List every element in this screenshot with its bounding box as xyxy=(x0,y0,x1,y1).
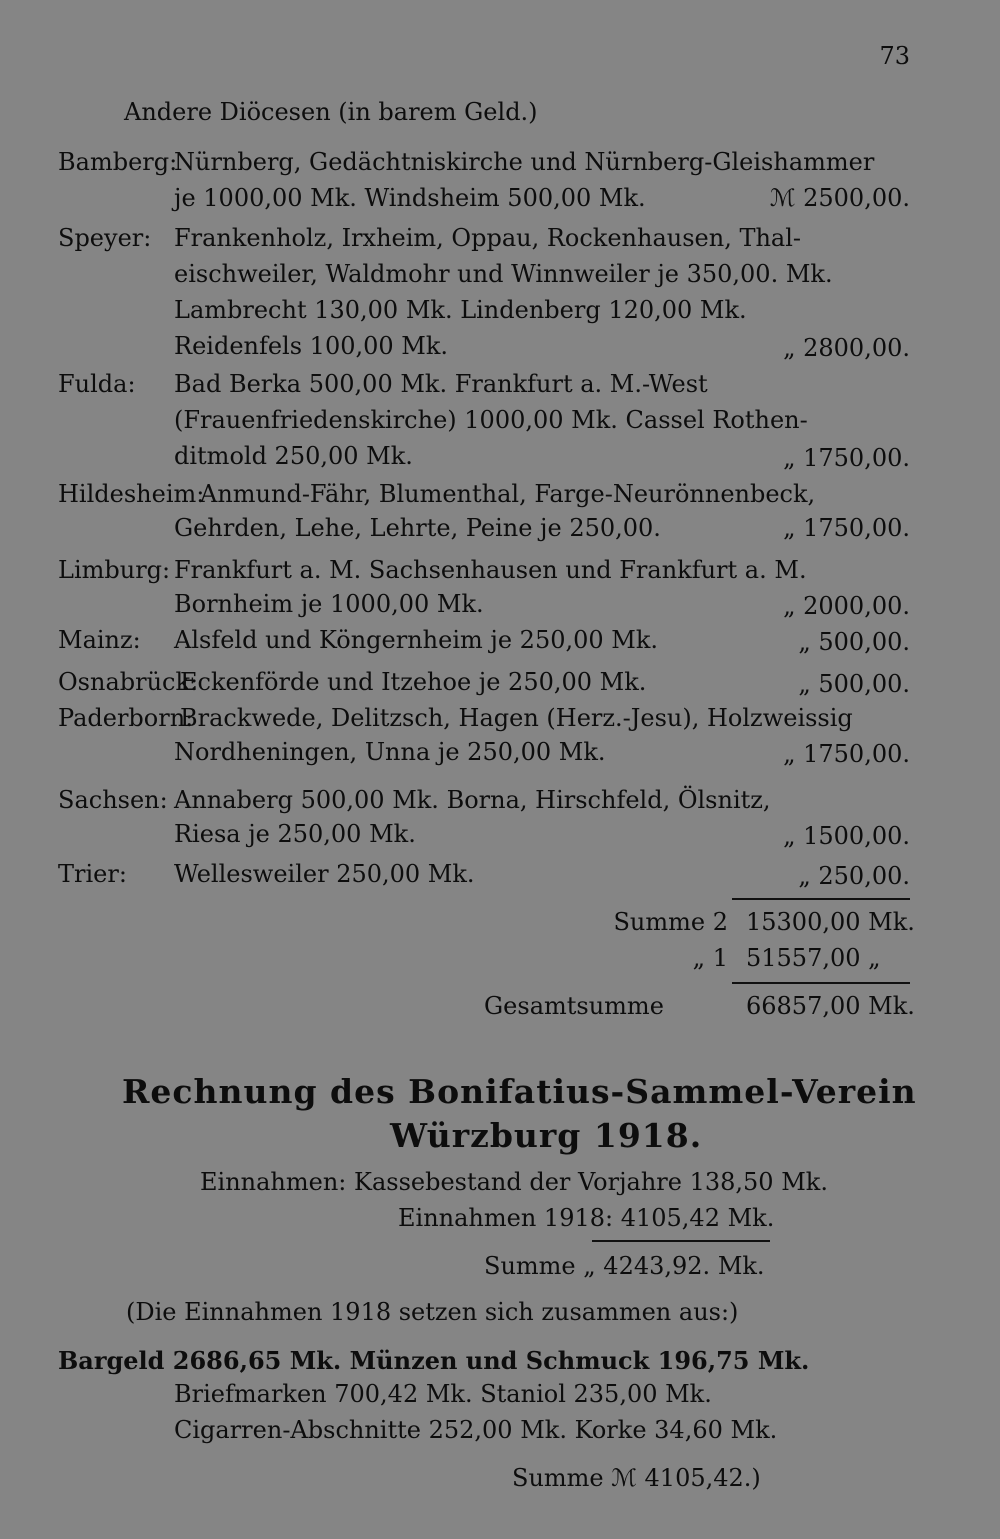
entry-label-speyer: Speyer: xyxy=(58,224,152,252)
summe1-label: „ 1 xyxy=(692,944,728,972)
sum-rule-bottom xyxy=(732,982,910,984)
summe2-label: Summe 2 xyxy=(613,908,728,936)
items-line2: Briefmarken 700,42 Mk. Staniol 235,00 Mk. xyxy=(174,1380,712,1408)
entry-line: Annaberg 500,00 Mk. Borna, Hirschfeld, Ölsnitz, xyxy=(174,786,771,814)
entry-line: Reidenfels 100,00 Mk. xyxy=(174,332,449,360)
entry-line: Brackwede, Delitzsch, Hagen (Herz.-Jesu), Holzweissig xyxy=(180,704,853,732)
entry-line: Wellesweiler 250,00 Mk. xyxy=(174,860,475,888)
entry-label-paderborn: Paderborn: xyxy=(58,704,194,732)
entry-line: (Frauenfriedenskirche) 1000,00 Mk. Cassel Rothen- xyxy=(174,406,808,434)
summe2-value: 15300,00 Mk. xyxy=(746,908,915,936)
entry-line: Frankfurt a. M. Sachsenhausen und Frankfurt a. M. xyxy=(174,556,807,584)
gesamtsumme-value: 66857,00 Mk. xyxy=(746,992,915,1020)
entry-line: Riesa je 250,00 Mk. xyxy=(174,820,416,848)
entry-amount-mainz: „ 500,00. xyxy=(798,628,910,656)
entry-amount-speyer: „ 2800,00. xyxy=(783,334,910,362)
entry-line: Gehrden, Lehe, Lehrte, Peine je 250,00. xyxy=(174,514,661,542)
entry-line: Bornheim je 1000,00 Mk. xyxy=(174,590,484,618)
entry-line: eischweiler, Waldmohr und Winnweiler je 350,00. Mk. xyxy=(174,260,833,288)
items-line3: Cigarren-Abschnitte 252,00 Mk. Korke 34,60 Mk. xyxy=(174,1416,778,1444)
section-heading: Andere Diöcesen (in barem Geld.) xyxy=(124,98,538,126)
entry-line: Nürnberg, Gedächtniskirche und Nürnberg-Gleishammer xyxy=(174,148,875,176)
entry-label-limburg: Limburg: xyxy=(58,556,171,584)
entry-line: Bad Berka 500,00 Mk. Frankfurt a. M.-West xyxy=(174,370,708,398)
entry-line: Anmund-Fähr, Blumenthal, Farge-Neurönnenbeck, xyxy=(200,480,816,508)
entry-line: ditmold 250,00 Mk. xyxy=(174,442,413,470)
entry-amount-hildesheim: „ 1750,00. xyxy=(783,514,910,542)
entry-label-trier: Trier: xyxy=(58,860,127,888)
entry-label-mainz: Mainz: xyxy=(58,626,141,654)
entry-label-osnabrueck: Osnabrück: xyxy=(58,668,199,696)
entry-amount-osnabrueck: „ 500,00. xyxy=(798,670,910,698)
entry-label-hildesheim: Hildesheim: xyxy=(58,480,205,508)
entry-amount-limburg: „ 2000,00. xyxy=(783,592,910,620)
summe1-value: 51557,00 „ xyxy=(746,944,881,972)
entry-line: Frankenholz, Irxheim, Oppau, Rockenhausen, Thal- xyxy=(174,224,802,252)
entry-label-sachsen: Sachsen: xyxy=(58,786,168,814)
entry-amount-trier: „ 250,00. xyxy=(798,862,910,890)
einnahmen-line1: Einnahmen: Kassebestand der Vorjahre 138,50 Mk. xyxy=(200,1168,828,1196)
items-summe: Summe ℳ 4105,42.) xyxy=(512,1464,761,1492)
entry-line: Alsfeld und Köngernheim je 250,00 Mk. xyxy=(174,626,659,654)
einnahmen-sum-rule xyxy=(592,1240,770,1242)
report-title-line2: Würzburg 1918. xyxy=(390,1116,703,1155)
gesamtsumme-label: Gesamtsumme xyxy=(484,992,664,1020)
entry-amount-bamberg: ℳ 2500,00. xyxy=(769,184,910,212)
composition-note: (Die Einnahmen 1918 setzen sich zusammen aus:) xyxy=(126,1298,739,1326)
entry-label-fulda: Fulda: xyxy=(58,370,136,398)
entry-amount-fulda: „ 1750,00. xyxy=(783,444,910,472)
entry-amount-paderborn: „ 1750,00. xyxy=(783,740,910,768)
entry-amount-sachsen: „ 1500,00. xyxy=(783,822,910,850)
items-line1: Bargeld 2686,65 Mk. Münzen und Schmuck 196,75 Mk. xyxy=(58,1346,810,1375)
einnahmen-summe: Summe „ 4243,92. Mk. xyxy=(484,1252,765,1280)
page-number: 73 xyxy=(879,42,910,70)
entry-line: Lambrecht 130,00 Mk. Lindenberg 120,00 Mk. xyxy=(174,296,747,324)
entry-line: Nordheningen, Unna je 250,00 Mk. xyxy=(174,738,606,766)
entry-line: je 1000,00 Mk. Windsheim 500,00 Mk. xyxy=(174,184,646,212)
sum-rule-top xyxy=(732,898,910,900)
entry-line: Eckenförde und Itzehoe je 250,00 Mk. xyxy=(180,668,647,696)
report-title-line1: Rechnung des Bonifatius-Sammel-Verein xyxy=(122,1072,917,1111)
entry-label-bamberg: Bamberg: xyxy=(58,148,178,176)
einnahmen-line2: Einnahmen 1918: 4105,42 Mk. xyxy=(398,1204,775,1232)
